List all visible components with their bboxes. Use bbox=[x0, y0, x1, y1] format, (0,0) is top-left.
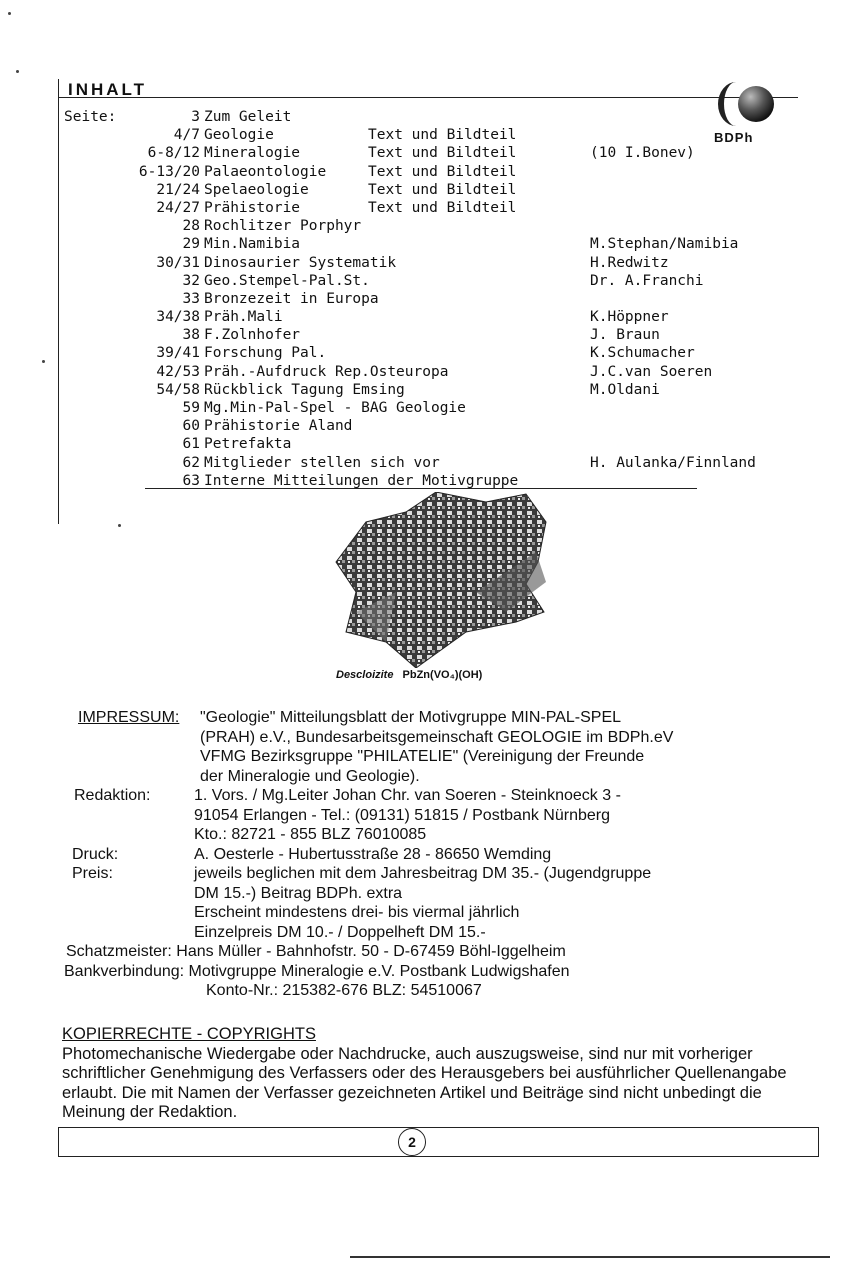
toc-title: Prähistorie bbox=[204, 199, 301, 216]
toc-author: H. Aulanka/Finnland bbox=[590, 454, 756, 471]
toc-page: 24/27 bbox=[156, 199, 200, 216]
impressum-label: IMPRESSUM: bbox=[78, 709, 180, 726]
text-line: jeweils beglichen mit dem Jahresbeitrag DM 35.- (Jugendgruppe bbox=[194, 865, 652, 882]
toc-page: 6-8/12 bbox=[147, 145, 200, 162]
toc-seite-label: Seite: bbox=[64, 109, 117, 125]
toc-page: 34/38 bbox=[156, 309, 200, 326]
schatzmeister-line: Schatzmeister: Hans Müller - Bahnhofstr. 50 - D-67459 Böhl-Iggelheim bbox=[66, 943, 566, 960]
impressum-text bbox=[200, 708, 673, 786]
image-caption bbox=[336, 669, 482, 681]
toc-title: Dinosaurier Systematik bbox=[204, 254, 397, 271]
scan-edge-line bbox=[350, 1256, 830, 1258]
toc-page: 28 bbox=[182, 218, 200, 235]
mineral-formula: PbZn(VO₄)(OH) bbox=[402, 669, 483, 681]
footer-left-rule bbox=[58, 1127, 59, 1157]
toc-title: Prähistorie Aland bbox=[204, 418, 353, 435]
toc-title: Rochlitzer Porphyr bbox=[204, 218, 362, 235]
druck-text: A. Oesterle - Hubertusstraße 28 - 86650 Wemding bbox=[194, 845, 552, 863]
toc-title: Mineralogie bbox=[204, 145, 301, 162]
toc-page: 30/31 bbox=[156, 254, 200, 271]
text-line: Kto.: 82721 - 855 BLZ 76010085 bbox=[194, 826, 427, 843]
footer-right-rule bbox=[818, 1127, 819, 1157]
toc-page: 63 bbox=[182, 472, 200, 489]
toc-title: Min.Namibia bbox=[204, 236, 301, 253]
text-line: Erscheint mindestens drei- bis viermal jährlich bbox=[194, 904, 520, 921]
toc-title: Geo.Stempel-Pal.St. bbox=[204, 272, 370, 289]
konto-line: Konto-Nr.: 215382-676 BLZ: 54510067 bbox=[206, 982, 482, 999]
toc-page: 32 bbox=[182, 272, 200, 289]
mineral-name: Descloizite bbox=[336, 669, 394, 681]
toc-author: K.Schumacher bbox=[590, 345, 695, 362]
druck-block bbox=[66, 845, 673, 865]
toc-title: Mg.Min-Pal-Spel - BAG Geologie bbox=[204, 400, 466, 416]
toc-title: Bronzezeit in Europa bbox=[204, 290, 379, 307]
toc-page: 33 bbox=[182, 290, 200, 307]
toc-note: Text und Bildteil bbox=[368, 127, 517, 144]
toc-page: 62 bbox=[182, 454, 200, 471]
toc-author: H.Redwitz bbox=[590, 254, 669, 271]
text-line: "Geologie" Mitteilungsblatt der Motivgruppe MIN-PAL-SPEL bbox=[200, 709, 622, 726]
frame-top-rule bbox=[58, 97, 798, 98]
speck bbox=[42, 360, 45, 363]
toc-page: 39/41 bbox=[156, 345, 200, 362]
preis-block bbox=[66, 864, 673, 942]
speck bbox=[8, 12, 11, 15]
text-line: VFMG Bezirksgruppe "PHILATELIE" (Vereinigung der Freunde bbox=[200, 748, 645, 765]
druck-label: Druck: bbox=[72, 845, 119, 863]
toc-page: 4/7 bbox=[173, 127, 200, 144]
toc-page: 21/24 bbox=[156, 181, 200, 198]
toc-author: M.Oldani bbox=[590, 381, 660, 398]
text-line: Einzelpreis DM 10.- / Doppelheft DM 15.- bbox=[194, 923, 486, 941]
toc-page: 59 bbox=[182, 400, 200, 416]
globe-icon bbox=[738, 86, 774, 122]
copyright-heading: KOPIERRECHTE - COPYRIGHTS bbox=[62, 1025, 316, 1043]
toc-title: Zum Geleit bbox=[204, 109, 292, 125]
toc-page: 60 bbox=[182, 418, 200, 435]
toc-divider bbox=[145, 488, 697, 489]
page-number: 2 bbox=[398, 1128, 426, 1156]
frame-left-rule bbox=[58, 79, 59, 524]
toc-author: J.C.van Soeren bbox=[590, 363, 713, 380]
toc-author: J. Braun bbox=[590, 327, 660, 344]
toc-page: 61 bbox=[182, 436, 200, 453]
toc-note: Text und Bildteil bbox=[368, 199, 517, 216]
text-line: der Mineralogie und Geologie). bbox=[200, 767, 420, 785]
toc-title: Geologie bbox=[204, 127, 274, 144]
text-line: 1. Vors. / Mg.Leiter Johan Chr. van Soeren - Steinknoeck 3 - bbox=[194, 787, 621, 804]
toc-page: 29 bbox=[182, 236, 200, 253]
toc-page: 42/53 bbox=[156, 363, 200, 380]
toc-title: Forschung Pal. bbox=[204, 345, 327, 362]
toc-author: K.Höppner bbox=[590, 309, 669, 326]
speck bbox=[16, 70, 19, 73]
text-line: DM 15.-) Beitrag BDPh. extra bbox=[194, 884, 403, 902]
toc-title: F.Zolnhofer bbox=[204, 327, 301, 344]
toc-title: Petrefakta bbox=[204, 436, 292, 453]
text-line: 91054 Erlangen - Tel.: (09131) 51815 / Postbank Nürnberg bbox=[194, 806, 610, 824]
toc-title: Palaeontologie bbox=[204, 163, 327, 180]
bankverbindung-line: Bankverbindung: Motivgruppe Mineralogie e.V. Postbank Ludwigshafen bbox=[64, 962, 570, 980]
copyright-section bbox=[62, 1025, 818, 1123]
toc-author: M.Stephan/Namibia bbox=[590, 236, 739, 253]
toc-page: 6-13/20 bbox=[138, 163, 200, 180]
toc-author: (10 I.Bonev) bbox=[590, 145, 695, 162]
preis-text bbox=[194, 864, 673, 942]
impressum-block bbox=[66, 708, 673, 786]
toc-author: Dr. A.Franchi bbox=[590, 272, 704, 289]
redaktion-block bbox=[66, 786, 673, 845]
impressum-section bbox=[66, 708, 673, 1001]
toc-title: Präh.-Aufdruck Rep.Osteuropa bbox=[204, 363, 449, 380]
redaktion-text bbox=[194, 786, 673, 845]
copyright-text: Photomechanische Wiedergabe oder Nachdrucke, auch auszugsweise, sind nur mit vorheriger schriftlicher Genehmigung des Verfassers oder des Herausgebers bei ausführlicher Quellenangabe erlaubt. Die mit Namen der Verfasser gezeichneten Artikel und Beiträge sind nicht unbedingt die Meinung der Redaktion. bbox=[62, 1044, 787, 1121]
footer-top-rule bbox=[58, 1127, 818, 1128]
toc-page: 38 bbox=[182, 327, 200, 344]
bdph-logo bbox=[712, 82, 792, 152]
toc-title: Interne Mitteilungen der Motivgruppe bbox=[204, 472, 519, 489]
toc-title: Präh.Mali bbox=[204, 309, 283, 326]
toc-title: Rückblick Tagung Emsing bbox=[204, 381, 405, 398]
redaktion-label: Redaktion: bbox=[74, 787, 151, 804]
footer-bottom-rule bbox=[58, 1156, 818, 1157]
mineral-photo bbox=[326, 492, 554, 668]
logo-text: BDPh bbox=[714, 130, 754, 145]
preis-label: Preis: bbox=[72, 865, 113, 882]
toc-page: 3 bbox=[191, 109, 200, 125]
text-line: (PRAH) e.V., Bundesarbeitsgemeinschaft GEOLOGIE im BDPh.eV bbox=[200, 728, 674, 746]
toc-page: 54/58 bbox=[156, 381, 200, 398]
toc-title: Spelaeologie bbox=[204, 181, 309, 198]
toc-note: Text und Bildteil bbox=[368, 163, 517, 180]
toc-heading: INHALT bbox=[68, 80, 148, 99]
toc-note: Text und Bildteil bbox=[368, 181, 517, 198]
toc-title: Mitglieder stellen sich vor bbox=[204, 454, 440, 471]
toc-note: Text und Bildteil bbox=[368, 145, 517, 162]
